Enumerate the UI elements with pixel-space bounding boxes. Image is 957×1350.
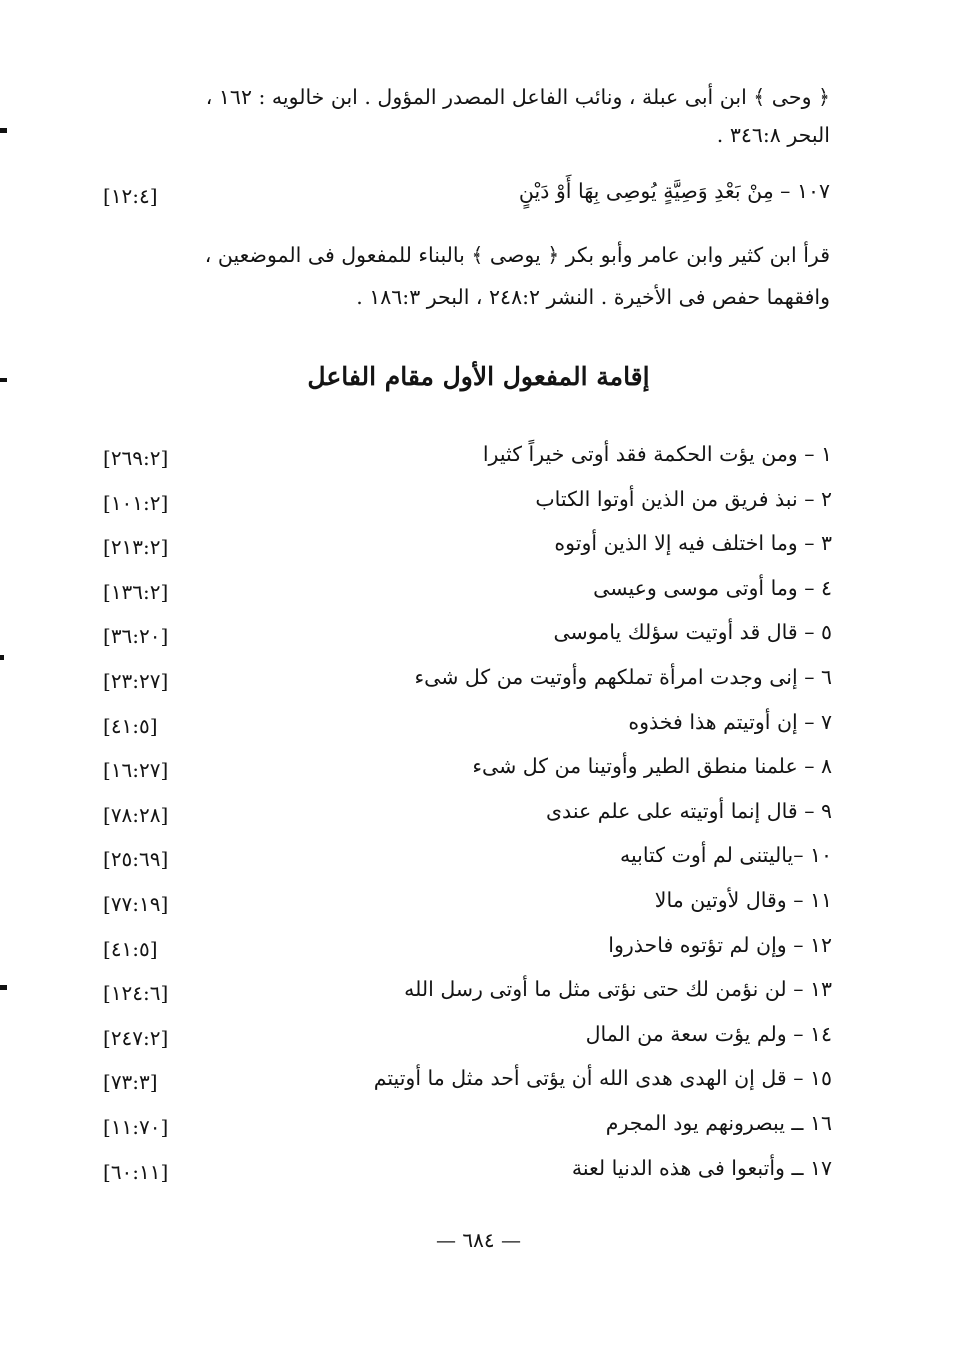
section-title: إقامة المفعول الأول مقام الفاعل	[307, 362, 650, 391]
verse-text: ١ – ومن يؤت الحكمة فقد أوتى خيراً كثيرا	[482, 442, 832, 466]
verse-text: ٦ – إنى وجدت امرأة تملكهم وأوتيت من كل شىء	[414, 664, 832, 689]
verse-reference: [٧٨:٢٨]	[103, 802, 169, 827]
verse-text: ١٦ ــ يبصرونهم يود المجرم	[605, 1110, 832, 1135]
verse-text: ١٣ – لن نؤمن لك حتى نؤتى مثل ما أوتى رسل الله	[404, 977, 832, 1002]
verse-reference: [٢٥:٦٩]	[103, 847, 169, 872]
verse-reference: [٤١:٥]	[103, 713, 158, 738]
verse-reference: [١٣٦:٢]	[103, 579, 169, 604]
verse-reference: [٢٣:٢٧]	[103, 668, 169, 693]
note-line: ﴿ وحى ﴾ ابن أبى عبلة ، ونائب الفاعل المصدر المؤول . ابن خالويه : ١٦٢ ،	[205, 85, 830, 109]
verse-text: ١٠ –ياليتنى لم أوت كتابيه	[619, 843, 832, 868]
list-item	[0, 572, 957, 617]
verse-text: ١٤ – ولم يؤت سعة من المال	[585, 1021, 832, 1046]
verse-text: ١٢ – وإن لم تؤتوه فاحذروا	[608, 932, 832, 957]
verse-reference: [١١:٧٠]	[103, 1114, 169, 1139]
verse-reference: [٣٦:٢٠]	[103, 624, 169, 649]
list-item	[0, 839, 957, 884]
note-line: وافقهما حفص فى الأخيرة . النشر ٢٤٨:٢ ، البحر ١٨٦:٣ .	[356, 285, 830, 309]
list-item	[0, 483, 957, 528]
page-number: — ٦٨٤ —	[436, 1228, 521, 1252]
verse-reference: [٧٧:١٩]	[103, 891, 169, 916]
note-line: البحر ٣٤٦:٨ .	[716, 123, 830, 147]
list-item	[0, 1062, 957, 1107]
verse-text: ٩ – قال إنما أوتيته على علم عندى	[546, 798, 832, 823]
verse-reference: [١٦:٢٧]	[103, 758, 169, 783]
list-item	[0, 973, 957, 1018]
scan-mark	[0, 378, 7, 382]
note-line: قرأ ابن كثير وابن عامر وأبو بكر ﴿ يوصى ﴾ بالبناء للمفعول فى الموضعين ،	[204, 243, 830, 267]
list-item	[0, 750, 957, 795]
list-item	[0, 929, 957, 974]
verse-reference: [٦٠:١١]	[103, 1159, 169, 1184]
verse-107-reference: [١٢:٤]	[103, 184, 158, 208]
verse-reference: [٧٣:٣]	[103, 1070, 158, 1095]
list-item	[0, 438, 957, 483]
verse-list	[0, 438, 957, 1196]
verse-text: ٨ – علمنا منطق الطير وأوتينا من كل شىء	[472, 754, 832, 779]
verse-text: ٧ – إن أوتيتم هذا فخذوه	[628, 709, 832, 734]
verse-text: ١٧ ــ وأتبعوا فى هذه الدنيا لعنة	[571, 1155, 832, 1180]
scan-mark	[0, 128, 7, 133]
verse-text: ١١ – وقال لأوتين مالا	[654, 887, 832, 912]
list-item	[0, 706, 957, 751]
list-item	[0, 884, 957, 929]
list-item	[0, 1018, 957, 1063]
verse-reference: [٢٦٩:٢]	[103, 446, 169, 470]
verse-text: ٣ – وما اختلف فيه إلا الذين أوتوه	[554, 531, 832, 556]
verse-reference: [٤١:٥]	[103, 936, 158, 961]
scan-mark	[0, 985, 7, 990]
list-item	[0, 616, 957, 661]
list-item	[0, 1107, 957, 1152]
verse-text: ٥ – قال قد أوتيت سؤلك ياموسى	[553, 620, 832, 645]
list-item	[0, 527, 957, 572]
verse-reference: [٢٤٧:٢]	[103, 1025, 169, 1050]
verse-reference: [١٠١:٢]	[103, 490, 169, 515]
list-item	[0, 661, 957, 706]
verse-reference: [٢١٣:٢]	[103, 535, 169, 560]
list-item	[0, 795, 957, 840]
verse-107: ١٠٧ – مِنْ بَعْدِ وَصِيَّةٍ يُوصِى بِهَا أَوْ دَيْنٍ	[518, 179, 830, 203]
scan-mark	[0, 655, 4, 660]
verse-text: ١٥ – قل إن الهدى هدى الله أن يؤتى أحد مثل ما أوتيتم	[373, 1066, 832, 1091]
list-item	[0, 1152, 957, 1197]
verse-text: ٢ – نبذ فريق من الذين أوتوا الكتاب	[535, 486, 832, 511]
verse-text: ٤ – وما أوتى موسى وعيسى	[593, 575, 832, 600]
verse-reference: [١٢٤:٦]	[103, 981, 169, 1006]
